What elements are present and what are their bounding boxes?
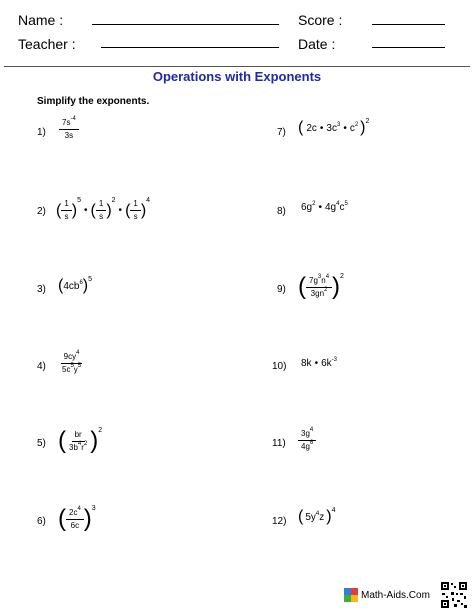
problem-7-expression: ( 2c • $3c^3$ • $c^2$ ) 2 — [298, 118, 370, 136]
footer-brand: Math-Aids.Com — [361, 589, 430, 601]
problem-11-expression: $\frac{3g^4}{4g^6}$ — [298, 429, 316, 452]
problem-9-expression: ( $\frac{7g^3n^4}{3gn^2}$ ) 2 — [298, 273, 344, 300]
problem-number: 12) — [272, 516, 287, 527]
problem-5-expression: ( $\frac{br}{3b^4r^2}$ ) 2 — [58, 427, 103, 454]
problem-number: 8) — [277, 206, 286, 217]
problem-number: 3) — [37, 284, 46, 295]
problem-1-expression: $\frac{7s^{-4}}{3s}$ — [59, 118, 79, 141]
problem-number: 10) — [272, 361, 287, 372]
instructions: Simplify the exponents. — [37, 96, 150, 107]
math-aids-logo[interactable] — [344, 588, 430, 602]
score-field[interactable] — [372, 24, 445, 25]
name-label: Name : — [18, 12, 64, 28]
worksheet-title: Operations with Exponents — [152, 69, 322, 84]
problem-number: 6) — [37, 516, 46, 527]
problem-number: 1) — [37, 127, 46, 138]
problem-number: 2) — [37, 206, 46, 217]
score-label: Score : — [298, 12, 343, 28]
problem-number: 5) — [37, 438, 46, 449]
problem-10-expression: 8k • $6k^{-3}$ — [301, 357, 337, 369]
date-label: Date : — [298, 36, 336, 52]
problem-number: 7) — [277, 127, 286, 138]
date-field[interactable] — [372, 47, 445, 48]
problem-number: 9) — [277, 284, 286, 295]
teacher-field[interactable] — [101, 47, 279, 48]
qr-code-icon — [440, 581, 468, 609]
problem-12-expression: ( $5y^4z$ ) 4 — [298, 507, 336, 525]
problem-number: 4) — [37, 361, 46, 372]
problem-8-expression: $6g^2$ • $4g^4c^5$ — [301, 201, 348, 213]
header-divider — [4, 66, 470, 67]
teacher-label: Teacher : — [18, 36, 76, 52]
problem-3-expression: ( $4cb^6$ ) 5 — [58, 276, 93, 294]
problem-6-expression: ( $\frac{2c^4}{6c}$ ) 3 — [58, 505, 96, 532]
math-aids-logo-icon — [344, 588, 358, 602]
name-field[interactable] — [92, 24, 279, 25]
problem-number: 11) — [272, 438, 286, 449]
problem-2-expression: ( $\frac{1}{s}$ ) 5 • ( $\frac{1}{s}$ ) 2 • ( $\frac{1}{s}$ ) 4 — [56, 197, 151, 221]
problem-4-expression: $\frac{9cy^4}{5c^5y^5}$ — [62, 350, 82, 374]
